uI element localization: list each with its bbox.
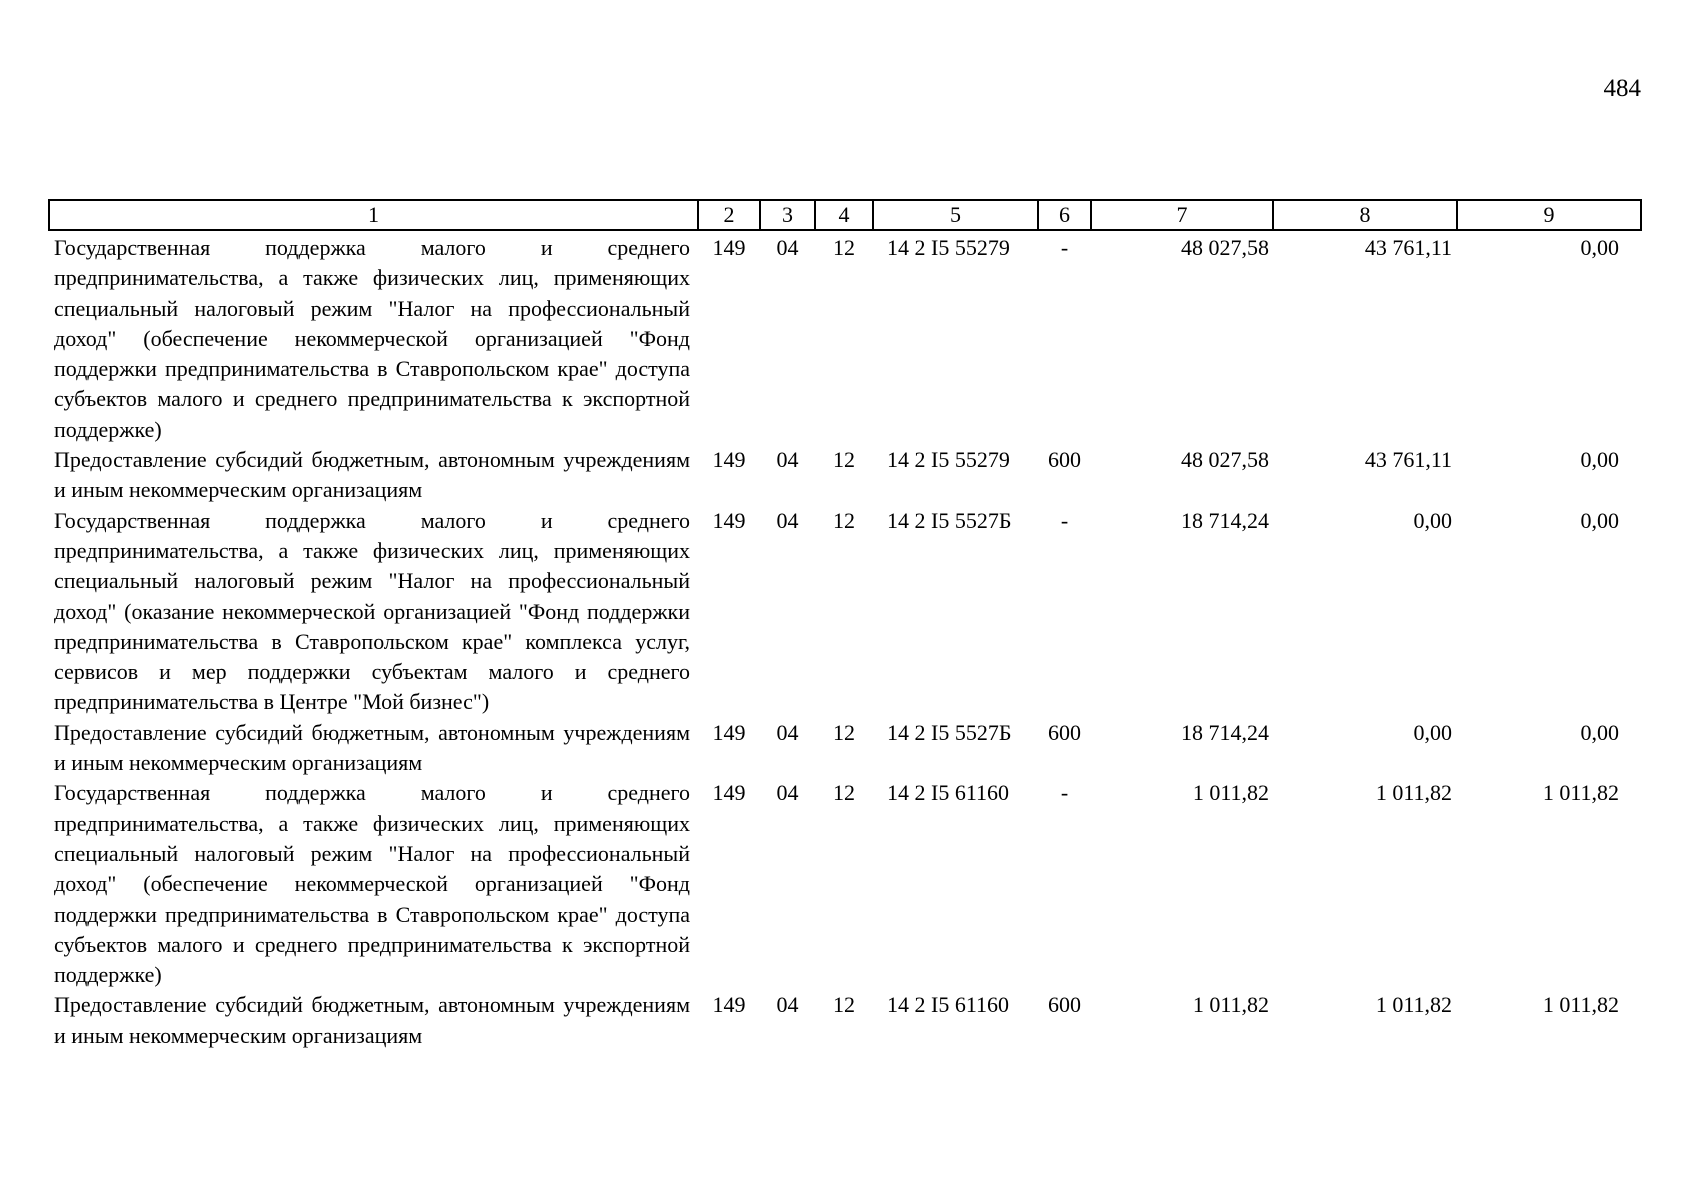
row-sum-col-7: 48 027,58	[1181, 447, 1269, 473]
table-row	[49, 445, 1641, 506]
row-rz: 04	[776, 507, 799, 533]
row-sum-col-7: 18 714,24	[1181, 719, 1269, 745]
row-csr: 14 2 I5 61160	[887, 992, 1010, 1018]
row-sum-col-9: 0,00	[1580, 235, 1619, 260]
table-row	[49, 506, 1641, 718]
row-pr: 12	[833, 507, 855, 533]
row-csr: 14 2 I5 55279	[887, 235, 1010, 260]
row-rz: 04	[776, 235, 799, 260]
header-col-5: 5	[873, 200, 1038, 230]
header-col-3: 3	[760, 200, 815, 230]
row-sum-col-9: 1 011,82	[1542, 780, 1619, 806]
row-sum-col-8: 43 761,11	[1364, 447, 1452, 473]
row-vr: -	[1060, 780, 1069, 806]
header-col-4: 4	[815, 200, 873, 230]
row-sum-col-8: 43 761,11	[1364, 235, 1452, 260]
row-sum-col-8: 0,00	[1413, 507, 1452, 533]
row-grbs: 149	[712, 507, 746, 533]
table-row	[49, 990, 1641, 1051]
table-header	[49, 200, 1641, 230]
row-sum-col-7: 18 714,24	[1181, 507, 1269, 533]
row-name: Предоставление субсидий бюджетным, автономным учреждениям и иным некоммерческим организациям	[54, 447, 690, 503]
row-name: Государственная поддержка малого и среднего предпринимательства, а также физических лиц, применяющих специальный налоговый режим "Налог на профессиональный доход" (обеспечение некоммерческой организацией "Фонд поддержки предпринимательства в Ставропольском крае" доступа субъектов малого и среднего предпринимательства к экспортной поддержке)	[54, 780, 690, 988]
table-row	[49, 778, 1641, 990]
row-grbs: 149	[712, 719, 746, 745]
row-name: Предоставление субсидий бюджетным, автономным учреждениям и иным некоммерческим организациям	[54, 992, 690, 1048]
row-sum-col-9: 0,00	[1580, 447, 1619, 473]
header-col-1: 1	[49, 200, 698, 230]
row-sum-col-9: 0,00	[1580, 719, 1619, 745]
header-col-2: 2	[698, 200, 760, 230]
row-grbs: 149	[712, 780, 746, 806]
row-sum-col-9: 1 011,82	[1542, 992, 1619, 1018]
row-vr: 600	[1048, 992, 1081, 1018]
row-rz: 04	[776, 447, 799, 473]
row-csr: 14 2 I5 5527Б	[887, 719, 1012, 745]
row-csr: 14 2 I5 5527Б	[887, 507, 1012, 533]
row-csr: 14 2 I5 61160	[887, 780, 1010, 806]
row-csr: 14 2 I5 55279	[887, 447, 1010, 473]
row-sum-col-7: 48 027,58	[1181, 235, 1269, 260]
row-sum-col-9: 0,00	[1580, 507, 1619, 533]
row-rz: 04	[776, 719, 799, 745]
row-name: Государственная поддержка малого и среднего предпринимательства, а также физических лиц, применяющих специальный налоговый режим "Налог на профессиональный доход" (обеспечение некоммерческой организацией "Фонд поддержки предпринимательства в Ставропольском крае" доступа субъектов малого и среднего предпринимательства к экспортной поддержке)	[54, 235, 690, 442]
row-name: Предоставление субсидий бюджетным, автономным учреждениям и иным некоммерческим организациям	[54, 719, 690, 776]
row-sum-col-7: 1 011,82	[1192, 992, 1269, 1018]
row-grbs: 149	[712, 992, 746, 1018]
table-body	[49, 230, 1641, 1051]
row-sum-col-7: 1 011,82	[1192, 780, 1269, 806]
table-row	[49, 718, 1641, 779]
row-pr: 12	[833, 447, 855, 473]
row-rz: 04	[776, 992, 799, 1018]
row-vr: -	[1060, 507, 1069, 533]
row-pr: 12	[833, 235, 855, 260]
header-col-7: 7	[1091, 200, 1273, 230]
row-pr: 12	[833, 780, 855, 806]
row-grbs: 149	[712, 447, 746, 473]
row-grbs: 149	[712, 235, 746, 260]
header-col-9: 9	[1457, 200, 1641, 230]
row-name: Государственная поддержка малого и среднего предпринимательства, а также физических лиц, применяющих специальный налоговый режим "Налог на профессиональный доход" (оказание некоммерческой организацией "Фонд поддержки предпринимательства в Ставропольском крае" комплекса услуг, сервисов и мер поддержки субъектам малого и среднего предпринимательства в Центре "Мой бизнес")	[54, 507, 690, 715]
row-sum-col-8: 1 011,82	[1375, 780, 1452, 806]
header-col-8: 8	[1273, 200, 1457, 230]
row-pr: 12	[833, 719, 855, 745]
row-rz: 04	[776, 780, 799, 806]
row-vr: -	[1060, 235, 1069, 260]
header-col-6: 6	[1038, 200, 1091, 230]
budget-table	[48, 199, 1642, 1051]
table-row	[49, 230, 1641, 445]
row-sum-col-8: 0,00	[1413, 719, 1452, 745]
page-number: 484	[1603, 75, 1641, 102]
header-row	[49, 200, 1641, 230]
row-vr: 600	[1048, 719, 1081, 745]
row-vr: 600	[1048, 447, 1081, 473]
row-pr: 12	[833, 992, 855, 1018]
row-sum-col-8: 1 011,82	[1375, 992, 1452, 1018]
